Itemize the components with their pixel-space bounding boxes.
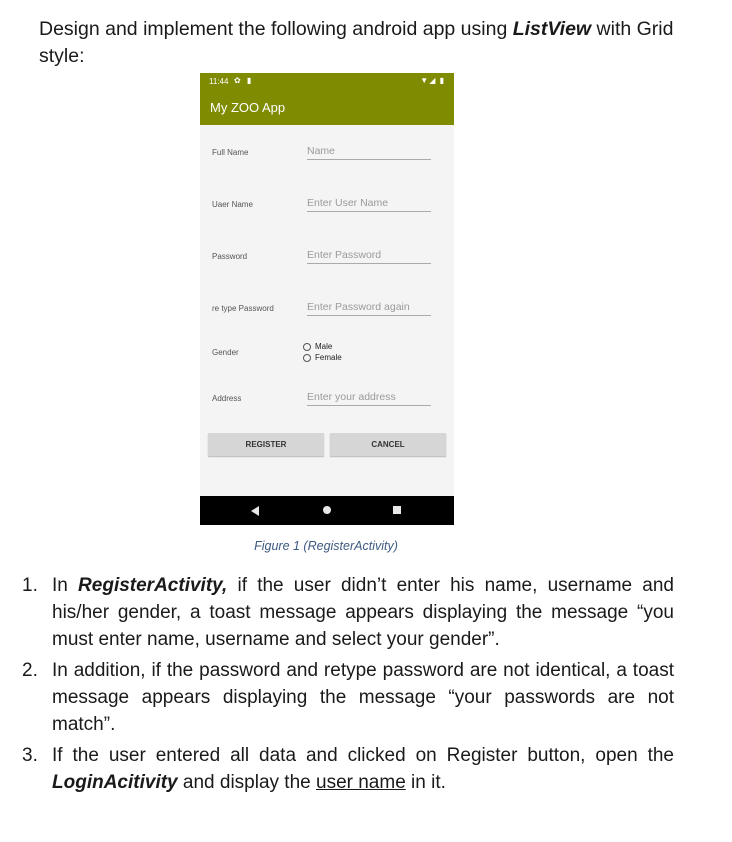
intro-text-2: with Grid style: — [39, 18, 674, 67]
cancel-button[interactable]: CANCEL — [330, 433, 446, 456]
password-input[interactable]: Enter Password — [307, 249, 431, 264]
task-text: In addition, if the password and retype password are not identical, a toast message appears displaying the message “your passwords are not match”. — [52, 660, 674, 735]
gender-radio-group — [303, 341, 342, 363]
wifi-battery-icon: ▼◢ ▮ — [420, 76, 445, 85]
figure-caption: Figure 1 (RegisterActivity) — [254, 539, 398, 553]
task-keyword: RegisterActivity, — [78, 575, 228, 596]
task-text: In — [52, 575, 79, 596]
status-bar — [200, 73, 454, 91]
task-number: 1. — [22, 575, 38, 596]
task-underlined: user name — [316, 772, 406, 793]
task-text: If the user entered all data and clicked on Register button, open the — [52, 745, 674, 766]
task-text: in it. — [405, 772, 446, 793]
user-name-label: Uaer Name — [212, 200, 253, 209]
phone-screenshot — [200, 73, 454, 525]
task-number: 3. — [22, 745, 38, 766]
user-name-input[interactable]: Enter User Name — [307, 197, 431, 212]
password-label: Password — [212, 252, 248, 261]
settings-icon: ✿ ▮ — [234, 76, 254, 85]
radio-circle-icon — [303, 343, 311, 351]
radio-female[interactable] — [303, 352, 342, 363]
nav-bar — [200, 496, 454, 525]
task-keyword: LoginAcitivity — [52, 772, 178, 793]
retype-password-label: re type Password — [212, 304, 274, 313]
full-name-label: Full Name — [212, 148, 249, 157]
intro-paragraph — [39, 16, 689, 70]
register-button[interactable]: REGISTER — [208, 433, 324, 456]
task-item-2 — [22, 657, 674, 738]
task-list — [22, 572, 674, 800]
address-input[interactable]: Enter your address — [307, 391, 431, 406]
address-label: Address — [212, 394, 242, 403]
radio-male[interactable] — [303, 341, 342, 352]
radio-male-label: Male — [315, 342, 333, 351]
task-text: if the user didn’t enter his name, username and his/her gender, a toast message appears displaying the message “you must enter name, username and select your gender”. — [52, 575, 674, 650]
back-icon[interactable] — [251, 506, 259, 516]
radio-circle-icon — [303, 354, 311, 362]
task-number: 2. — [22, 660, 38, 681]
gender-label: Gender — [212, 348, 239, 357]
task-item-3 — [22, 742, 674, 796]
task-text: and display the — [177, 772, 316, 793]
retype-password-input[interactable]: Enter Password again — [307, 301, 431, 316]
intro-text-1: Design and implement the following android app using — [39, 18, 513, 40]
task-item-1 — [22, 572, 674, 653]
status-time: 11:44 — [209, 77, 229, 86]
full-name-input[interactable]: Name — [307, 145, 431, 160]
app-bar-title: My ZOO App — [200, 91, 454, 125]
intro-keyword: ListView — [512, 18, 592, 40]
recents-icon[interactable] — [393, 506, 401, 514]
radio-female-label: Female — [315, 353, 342, 362]
home-icon[interactable] — [323, 506, 331, 514]
